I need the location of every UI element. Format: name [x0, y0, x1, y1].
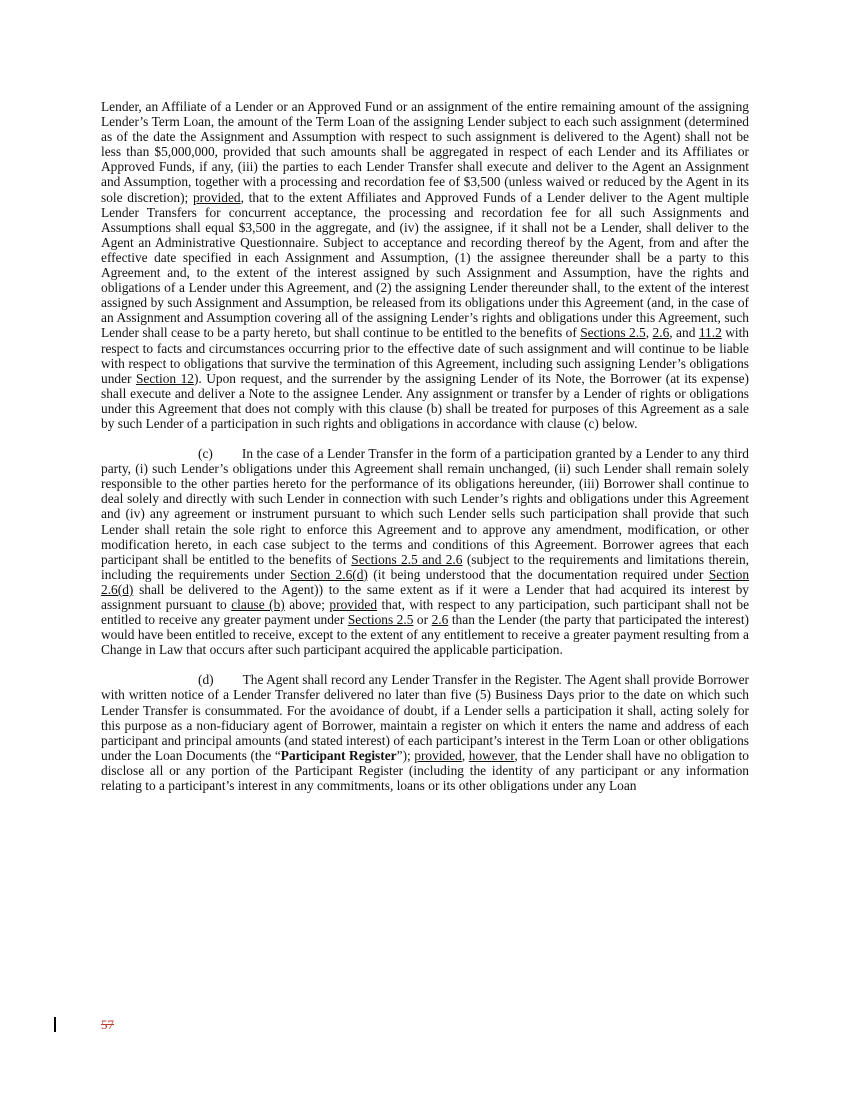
section-reference: Section 2.6(d) — [101, 566, 750, 597]
underlined-term: however — [468, 747, 515, 763]
section-reference: clause (b) — [231, 597, 285, 612]
underlined-term: provided — [192, 189, 241, 205]
document-page — [101, 99, 749, 793]
page-number: 57 — [101, 1017, 114, 1032]
section-reference: Section 2.6(d) — [289, 566, 368, 582]
section-reference: 2.6 — [652, 325, 670, 341]
underlined-term: provided — [414, 747, 462, 763]
section-reference: Section 12 — [135, 370, 194, 386]
paragraph-d: (d) The Agent shall record any Lender Transfer in the Register. The Agent shall provide Borrower with written notice of a Lender Transfer delivered no later than five (5) Business Days prior to the date on which such Lender Transfer is consummated. For the avoidance of doubt, if a Lender sells a participation it shall, acting solely for this purpose as a non-fiduciary agent of Borrower, maintain a register on which it enters the name and address of each participant and principal amounts (and stated interest) of each participant’s interest in the Term Loan or other obligations under the Loan Documents (the “Participant Register”); provided, however, that the Lender shall have no obligation to disclose all or any portion of the Participant Register (including the identity of any participant or any information relating to a participant’s interest in any commitments, loans or its other obligations under any Loan — [101, 672, 749, 794]
section-reference: 11.2 — [698, 325, 722, 341]
revision-change-bar — [54, 1017, 56, 1032]
section-reference: Sections 2.5 — [580, 325, 646, 341]
underlined-term: provided — [329, 597, 378, 612]
section-reference: Sections 2.5 and 2.6 — [351, 551, 463, 567]
paragraph-c: (c) In the case of a Lender Transfer in the form of a participation granted by a Lender to any third party, (i) such Lender’s obligations under this Agreement shall remain unchanged, (ii) such Lender shall remain solely responsible to the other parties hereto for the performance of its obligations hereunder, (iii) Borrower shall continue to deal solely and directly with such Lender in connection with such Lender’s rights and obligations under this Agreement and (iv) any agreement or instrument pursuant to which such Lender sells such participation shall provide that such Lender shall retain the sole right to enforce this Agreement and to approve any amendment, modification, or other modification hereto, in each case subject to the terms and conditions of this Agreement. Borrower agrees that each participant shall be entitled to the benefits of Sections 2.5 and 2.6 (subject to the requirements and limitations therein, including the requirements under Section 2.6(d) (it being understood that the documentation required under Section 2.6(d) shall be delivered to the Agent)) to the same extent as if it were a Lender that had acquired its interest by assignment pursuant to clause (b) above; provided that, with respect to any participation, such participant shall not be entitled to receive any greater payment under Sections 2.5 or 2.6 than the Lender (the party that participated the interest) would have been entitled to receive, except to the extent of any entitlement to receive a greater payment resulting from a Change in Law that occurs after such participant acquired the applicable participation. — [101, 446, 750, 658]
section-reference: Sections 2.5 — [347, 612, 414, 628]
section-reference: 2.6 — [431, 612, 449, 628]
paragraph-b-continued: Lender, an Affiliate of a Lender or an Approved Fund or an assignment of the entire remaining amount of the assigning Lender’s Term Loan, the amount of the Term Loan of the assigning Lender subject to each such assignment (determined as of the date the Assignment and Assumption with respect to such assignment is delivered to the Agent) shall not be less than $5,000,000, provided that such amounts shall be aggregated in respect of each Lender and its Affiliates or Approved Funds, if any, (iii) the parties to each Lender Transfer shall execute and deliver to the Agent an Assignment and Assumption, together with a processing and recordation fee of $3,500 (unless waived or reduced by the Agent in its sole discretion); provided, that to the extent Affiliates and Approved Funds of a Lender deliver to the Agent multiple Lender Transfers for concurrent acceptance, the processing and recordation fee for all such Assignments and Assumptions shall equal $3,500 in the aggregate, and (iv) the assignee, if it shall not be a Lender, shall deliver to the Agent an Administrative Questionnaire. Subject to acceptance and recording thereof by the Agent, from and after the effective date specified in each Assignment and Assumption, (1) the assignee thereunder shall be a party to this Agreement and, to the extent of the interest assigned by such Assignment and Assumption, have the rights and obligations of a Lender under this Agreement, and (2) the assigning Lender thereunder shall, to the extent of the interest assigned by such Assignment and Assumption, be released from its obligations under this Agreement (and, in the case of an Assignment and Assumption covering all of the assigning Lender’s rights and obligations under this Agreement, such Lender shall cease to be a party hereto, but shall continue to be entitled to the benefits of Sections 2.5, 2.6, and 11.2 with respect to facts and circumstances occurring prior to the effective date of such assignment and will continue to be liable with respect to obligations that survive the termination of this Agreement, including such assigning Lender’s obligations under Section 12). Upon request, and the surrender by the assigning Lender of its Note, the Borrower (at its expense) shall execute and deliver a Note to the assignee Lender. Any assignment or transfer by a Lender of rights or obligations under this Agreement that does not comply with this clause (b) shall be treated for purposes of this Agreement as a sale by such Lender of a participation in such rights and obligations in accordance with clause (c) below. — [101, 99, 749, 431]
clause-label: (d) — [198, 672, 214, 688]
clause-label: (c) — [198, 446, 213, 462]
defined-term: Participant Register — [280, 747, 397, 763]
